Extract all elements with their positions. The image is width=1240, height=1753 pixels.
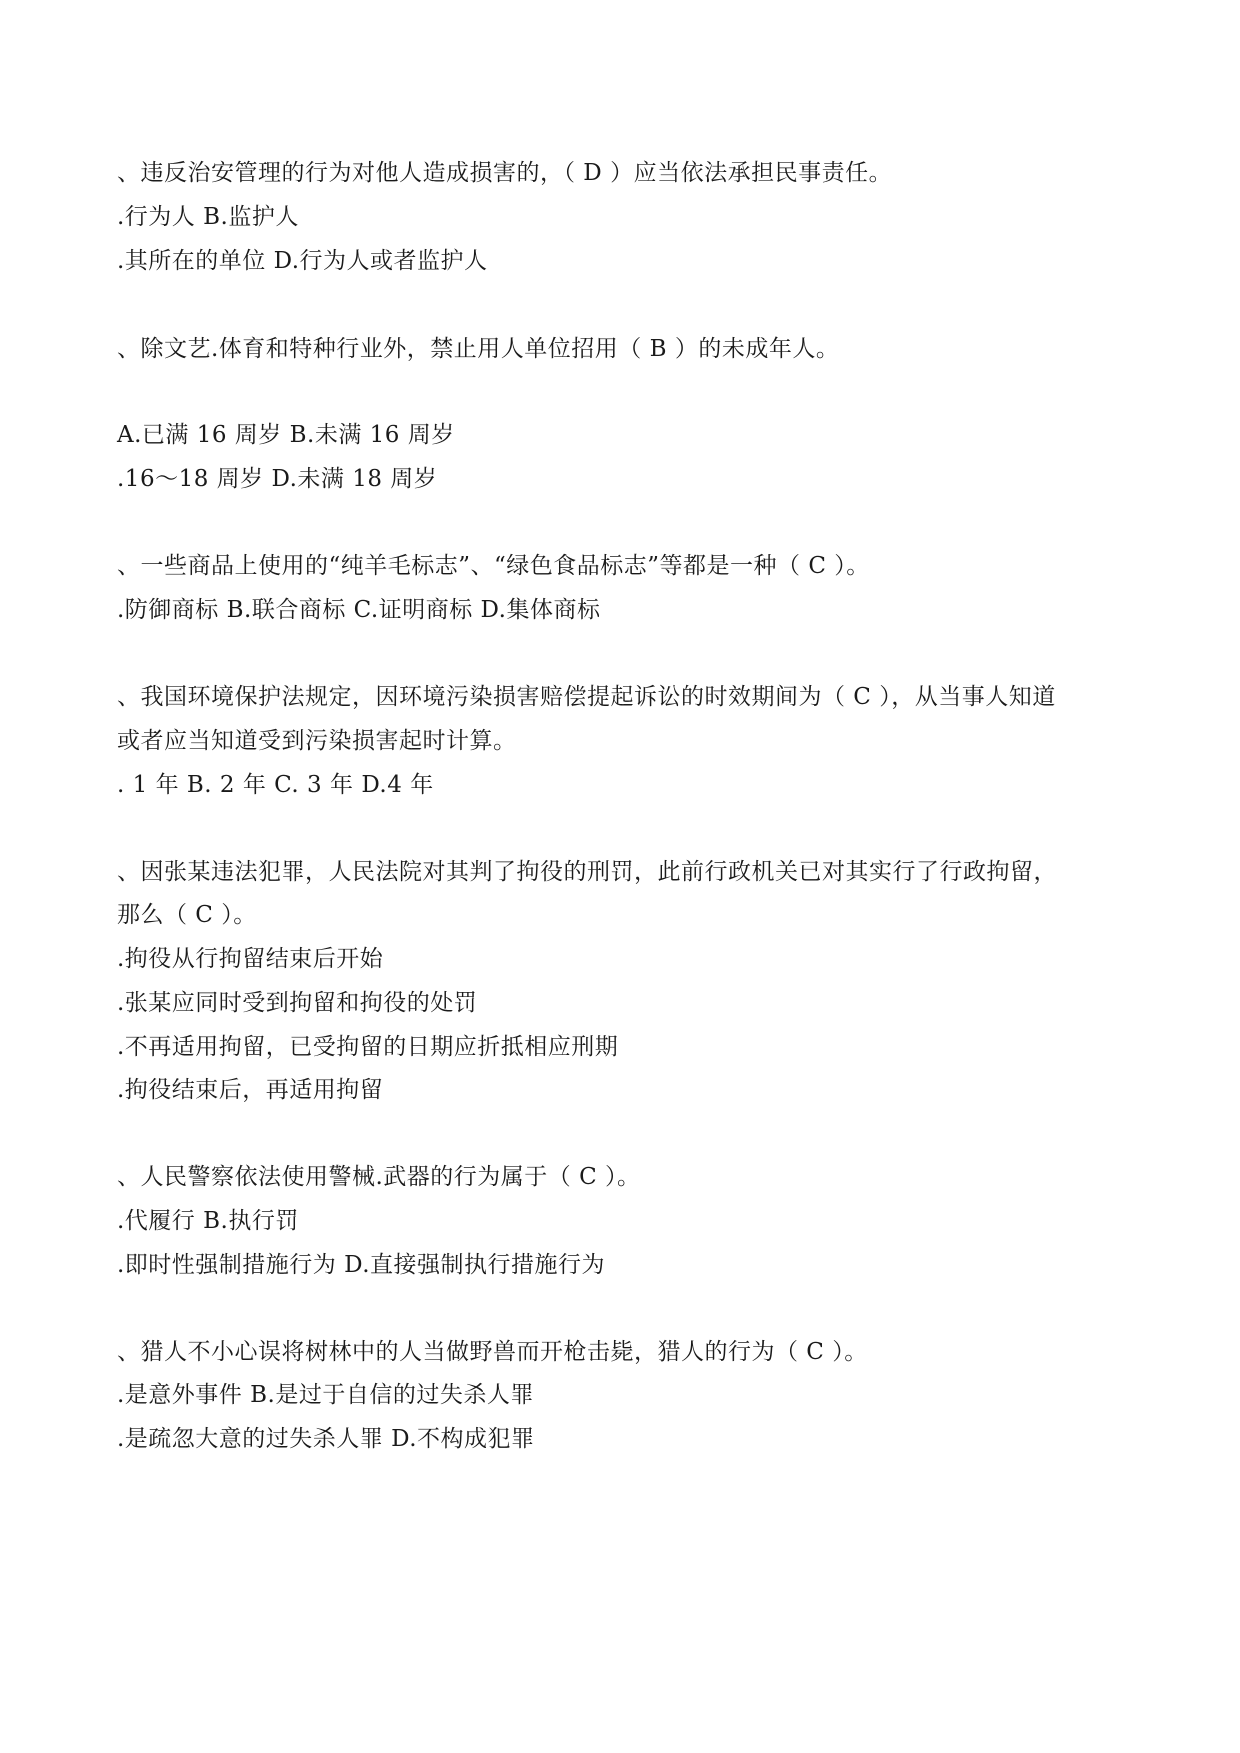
question-4-stem-line-2: 或者应当知道受到污染损害起时计算。 bbox=[117, 728, 517, 754]
question-3-stem: 、一些商品上使用的“纯羊毛标志”、“绿色食品标志”等都是一种（ C ）。 bbox=[117, 553, 870, 579]
question-7-option-line-2: .是疏忽大意的过失杀人罪 D.不构成犯罪 bbox=[117, 1426, 535, 1452]
question-4-option-line-1: . 1 年 B. 2 年 C. 3 年 D.4 年 bbox=[117, 772, 434, 798]
question-1-option-line-1: .行为人 B.监护人 bbox=[117, 204, 299, 230]
question-4-stem-line-1: 、我国环境保护法规定，因环境污染损害赔偿提起诉讼的时效期间为（ C ），从当事人知道 bbox=[117, 684, 1056, 710]
question-3-option-line-1: .防御商标 B.联合商标 C.证明商标 D.集体商标 bbox=[117, 597, 601, 623]
question-6-option-line-1: .代履行 B.执行罚 bbox=[117, 1208, 299, 1234]
question-7-stem: 、猎人不小心误将树林中的人当做野兽而开枪击毙，猎人的行为（ C ）。 bbox=[117, 1339, 868, 1365]
question-5-option-c: .不再适用拘留，已受拘留的日期应折抵相应刑期 bbox=[117, 1034, 619, 1060]
question-1-stem: 、违反治安管理的行为对他人造成损害的，（ D ）应当依法承担民事责任。 bbox=[117, 160, 893, 186]
question-5-option-b: .张某应同时受到拘留和拘役的处罚 bbox=[117, 990, 478, 1016]
question-5-option-d: .拘役结束后，再适用拘留 bbox=[117, 1077, 384, 1103]
question-1-option-line-2: .其所在的单位 D.行为人或者监护人 bbox=[117, 248, 488, 274]
question-2-stem: 、除文艺.体育和特种行业外，禁止用人单位招用（ B ）的未成年人。 bbox=[117, 336, 840, 362]
question-5-stem-line-2: 那么（ C ）。 bbox=[117, 902, 257, 928]
question-2-option-line-2: .16～18 周岁 D.未满 18 周岁 bbox=[117, 466, 438, 492]
question-2-option-line-1: A.已满 16 周岁 B.未满 16 周岁 bbox=[117, 422, 455, 448]
question-7-option-line-1: .是意外事件 B.是过于自信的过失杀人罪 bbox=[117, 1382, 534, 1408]
question-5-option-a: .拘役从行拘留结束后开始 bbox=[117, 946, 384, 972]
question-6-option-line-2: .即时性强制措施行为 D.直接强制执行措施行为 bbox=[117, 1252, 606, 1278]
question-5-stem-line-1: 、因张某违法犯罪，人民法院对其判了拘役的刑罚，此前行政机关已对其实行了行政拘留， bbox=[117, 859, 1057, 885]
question-6-stem: 、人民警察依法使用警械.武器的行为属于（ C ）。 bbox=[117, 1164, 641, 1190]
